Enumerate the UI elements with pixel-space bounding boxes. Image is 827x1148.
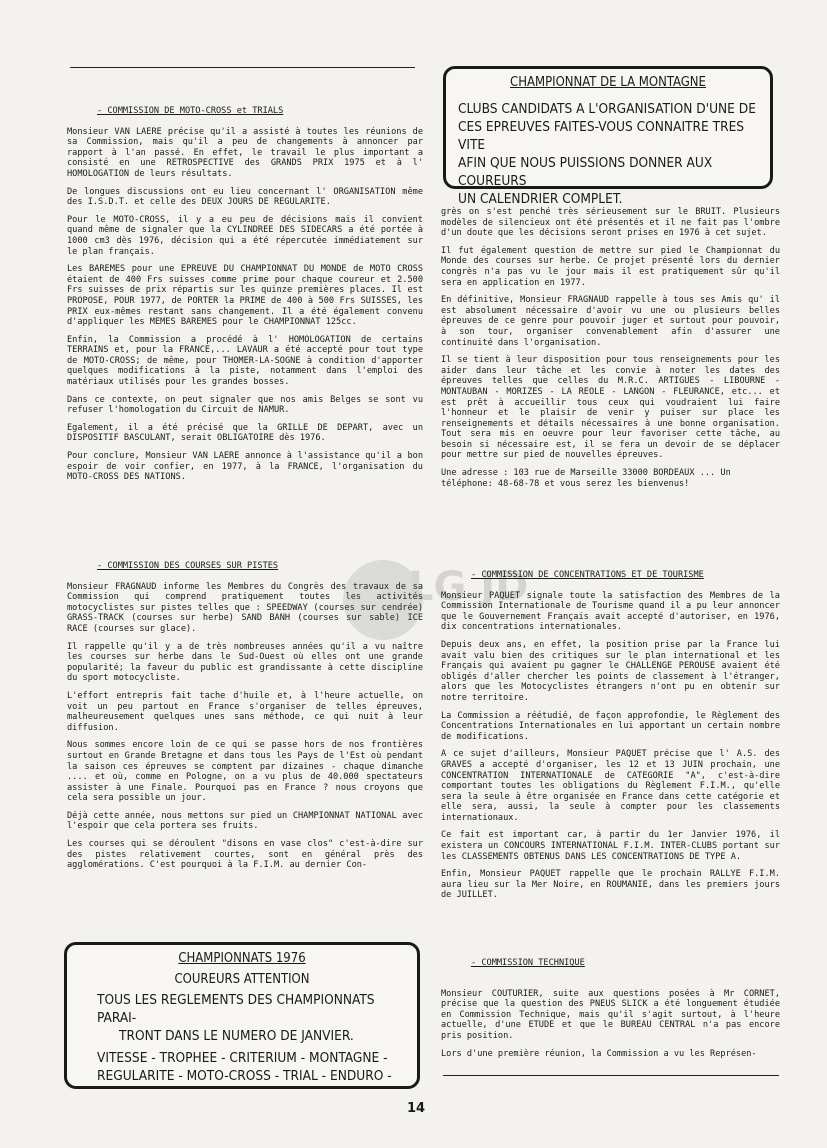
section-title-concentrations: - COMMISSION DE CONCENTRATIONS ET DE TOURISME xyxy=(471,570,704,580)
paragraph: Les courses qui se déroulent "disons en vase clos" c'est-à-dire sur des pistes relativement courtes, sont en général près des agglomérations. C'est pourquoi à la F.I.M. au dernier Con- xyxy=(67,839,423,871)
box-line: VITESSE - TROPHEE - CRITERIUM - MONTAGNE - xyxy=(97,1050,388,1066)
paragraph: Egalement, il a été précisé que la GRILLE DE DEPART, avec un DISPOSITIF BASCULANT, serait OBLIGATOIRE dès 1976. xyxy=(67,422,423,444)
paragraph: A ce sujet d'ailleurs, Monsieur PAQUET précise que l' A.S. des GRAVES a accepté d'organiser, les 12 et 13 JUIN prochain, une CONCENTRATION INTERNATIONALE de CATEGORIE "A", c'est-à-dire comportant toutes les obligations du Règlement F.I.M., qu'elle sera la seule à être organisée en France dans cette catégorie et elle sera, aussi, la seule à compter pour les classements internationaux. xyxy=(441,749,780,823)
paragraph: Une adresse : 103 rue de Marseille 33000 BORDEAUX ... Un téléphone: 48-68-78 et vous serez les bienvenus! xyxy=(441,468,731,489)
left-column xyxy=(67,106,423,490)
box-line: TOUS LES REGLEMENTS DES CHAMPIONNATS PARAI- xyxy=(97,992,375,1026)
section-title-technique: - COMMISSION TECHNIQUE xyxy=(471,958,585,968)
paragraph: Enfin, la Commission a procédé à l' HOMOLOGATION de certains TERRAINS et, pour la FRANCE,... LAVAUR a été accepté pour tout type de MOTO-CROSS; de même, pour THOMER-LA-SOGNE à condition d'apporter quelques modifications à la piste, notamment dans l'emploi des matériaux utilisés pour les grandes bosses. xyxy=(67,334,423,388)
box-line: REGULARITE - MOTO-CROSS - TRIAL - ENDURO - xyxy=(97,1068,392,1084)
right-column-technique xyxy=(441,958,780,1066)
paragraph: Monsieur VAN LAERE précise qu'il a assisté à toutes les réunions de sa Commission, mais qu'il a peu de changements à annoncer par rapport à l'an passé. En effet, le travail le plus important a consisté en une RETROSPECTIVE des GRANDS PRIX 1975 et à l' HOMOLOGATION de leurs résultats. xyxy=(67,126,423,179)
box-line: TRONT DANS LE NUMERO DE JANVIER. xyxy=(119,1028,354,1044)
top-rule-left xyxy=(70,67,415,68)
watermark-text: LG JD xyxy=(408,564,529,610)
paragraph: Depuis deux ans, en effet, la position prise par la France lui avait valu bien des critiques sur le plan international et les Français qui avaient pu gagner le CHALLENGE PEROUSE avaient été obligés d'aller chercher les points de classement à l'étranger, alors que les Motocyclistes étrangers n'ont pu en obtenir sur notre territoire. xyxy=(441,639,780,703)
paragraph: Il rappelle qu'il y a de très nombreuses années qu'il a vu naître les courses sur herbe dans le Sud-Ouest où elles ont une grande popularité; la faveur du public est grandissante à cette discipline du sport motocycliste. xyxy=(67,641,423,684)
paragraph: Pour conclure, Monsieur VAN LAERE annonce à l'assistance qu'il a bon espoir de voir confier, en 1977, à la FRANCE, l'organisation du MOTO-CROSS DES NATIONS. xyxy=(67,451,423,483)
paragraph: Pour le MOTO-CROSS, il y a eu peu de décisions mais il convient quand même de signaler que la CYLINDREE DES SIDECARS a été portée à 1000 cm3 dès 1976, décision qui a été répercutée immédiatement sur le plan français. xyxy=(67,214,423,257)
paragraph: Il se tient à leur disposition pour tous renseignements pour les aider dans leur tâche et les convie à noter les dates des épreuves telles que celles du M.R.C. ARTIGUES - LIBOURNE - MONTAUBAN - MORIZES - LA REOLE - LANGON - FLEURANCE, etc... et est prêt à accueillir tous ceux qui voudraient lui faire l'honneur et le plaisir de venir y puiser sur place les renseignements et détails nécessaires à une bonne organisation. Tout sera mis en oeuvre pour leur favoriser cette tâche, au besoin si nécessaire est, il se fera un devoir de se déplacer pour mettre sur pied de nouvelles épreuves. xyxy=(441,355,780,461)
paragraph: Nous sommes encore loin de ce qui se passe hors de nos frontières surtout en Grande Bretagne et dans tous les Pays de l'Est où pendant la saison ces épreuves se comptent par dizaines - chaque dimanche .... et où, comme en Pologne, on a vu plus de 40.000 spectateurs assister à une Finale. Pourquoi pas en France ? nous croyons que cela sera possible un jour. xyxy=(67,740,423,804)
box-line: AFIN QUE NOUS PUISSIONS DONNER AUX COUREURS xyxy=(458,155,713,189)
paragraph: Les BAREMES pour une EPREUVE DU CHAMPIONNAT DU MONDE de MOTO CROSS étaient de 400 Frs suisses comme prime pour chaque coureur et 2.500 Frs suisses de prix répartis sur les quinze premières places. Il est PROPOSE, POUR 1977, de PORTER la PRIME de 400 à 500 Frs SUISSES, les PRIX eux-mêmes restant sans changement. Il a été également convenu d'appliquer les MEMES BAREMES pour le CHAMPIONNAT 125cc. xyxy=(67,264,423,328)
page-number: 14 xyxy=(407,1101,426,1116)
paragraph: Enfin, Monsieur PAQUET rappelle que le prochain RALLYE F.I.M. aura lieu sur la Mer Noire, en ROUMANIE, dans les premiers jours de JUILLET. xyxy=(441,869,780,901)
box-line: CES EPREUVES FAITES-VOUS CONNAITRE TRES VITE xyxy=(458,119,745,153)
paragraph: Il fut également question de mettre sur pied le Championnat du Monde des courses sur herbe. Ce projet présenté lors du dernier congrès n'a pas vu le jour mais il est pratiquement sûr qu'il sera en application en 1977. xyxy=(441,245,780,288)
paragraph: Monsieur FRAGNAUD informe les Membres du Congrès des travaux de sa Commission qui comprend pratiquement toutes les activités motocyclistes sur pistes telles que : SPEEDWAY (courses sur cendrée) GRASS-TRACK (courses sur herbe) SAND BANH (courses sur sable) ICE RACE (courses sur glace). xyxy=(67,581,423,634)
paragraph: Ce fait est important car, à partir du 1er Janvier 1976, il existera un CONCOURS INTERNATIONAL F.I.M. INTER-CLUBS portant sur les CLASSEMENTS OBTENUS DANS LES CONCENTRATIONS DE TYPE A. xyxy=(441,830,780,862)
box-title: CHAMPIONNAT DE LA MONTAGNE xyxy=(510,75,706,90)
paragraph: La Commission a réétudié, de façon approfondie, le Règlement des Concentrations Internationales en lui apportant un certain nombre de modifications. xyxy=(441,710,780,742)
paragraph: En définitive, Monsieur FRAGNAUD rappelle à tous ses Amis qu' il est absolument nécessaire d'avoir vu une ou plusieurs belles épreuves de ce genre pour pouvoir juger et surtout pour pouvoir, à son tour, organiser convenablement afin d'assurer une continuité dans l'organisation. xyxy=(441,295,780,348)
championnat-montagne-box xyxy=(443,66,773,207)
paragraph: Déjà cette année, nous mettons sur pied un CHAMPIONNAT NATIONAL avec l'espoir que cela portera ses fruits. xyxy=(67,810,423,832)
box-subtitle: COUREURS ATTENTION xyxy=(174,972,310,987)
paragraph: grès on s'est penché très sérieusement sur le BRUIT. Plusieurs modèles de silencieux ont été présentés et il ne fait pas l'ombre d'un doute que les décisions seront prises en 1976 à cet sujet. xyxy=(441,207,780,239)
bottom-rule-right xyxy=(443,1075,779,1076)
paragraph: Monsieur PAQUET signale toute la satisfaction des Membres de la Commission Internationale de Tourisme quand il a pu leur annoncer que le Gouvernement Français avait accepté d'autoriser, en 1976, dix concentrations internationales. xyxy=(441,590,780,633)
paragraph: L'effort entrepris fait tache d'huile et, à l'heure actuelle, on voit un peu partout en France s'organiser de telles épreuves, malheureusement quelques unes sans méthode, ce qui nuit à leur diffusion. xyxy=(67,690,423,733)
box-title: CHAMPIONNATS 1976 xyxy=(178,951,306,966)
paragraph: Dans ce contexte, on peut signaler que nos amis Belges se sont vu refuser l'homologation du Circuit de NAMUR. xyxy=(67,394,423,416)
paragraph: Lors d'une première réunion, la Commission a vu les Représen- xyxy=(441,1048,757,1059)
right-column xyxy=(441,207,780,496)
paragraph: Monsieur COUTURIER, suite aux questions posées à Mr CORNET, précise que la question des PNEUS SLICK a été longuement étudiée en Commission Technique, mais qu'il s'agit surtout, à l'heure actuelle, d'une ETUDE et que le BUREAU CENTRAL n'a pas encore pris position. xyxy=(441,988,780,1041)
paragraph: De longues discussions ont eu lieu concernant l' ORGANISATION même des I.S.D.T. et celle des DEUX JOURS DE REGULARITE. xyxy=(67,186,423,208)
box-line: CLUBS CANDIDATS A L'ORGANISATION D'UNE DE xyxy=(458,101,756,117)
section-title-pistes: - COMMISSION DES COURSES SUR PISTES xyxy=(97,561,279,571)
box-line: UN CALENDRIER COMPLET. xyxy=(458,191,623,207)
section-title-motocross: - COMMISSION DE MOTO-CROSS et TRIALS xyxy=(97,106,284,116)
watermark-logo xyxy=(338,545,529,670)
championnats-1976-box xyxy=(64,942,420,1089)
right-column-lower xyxy=(441,570,780,908)
